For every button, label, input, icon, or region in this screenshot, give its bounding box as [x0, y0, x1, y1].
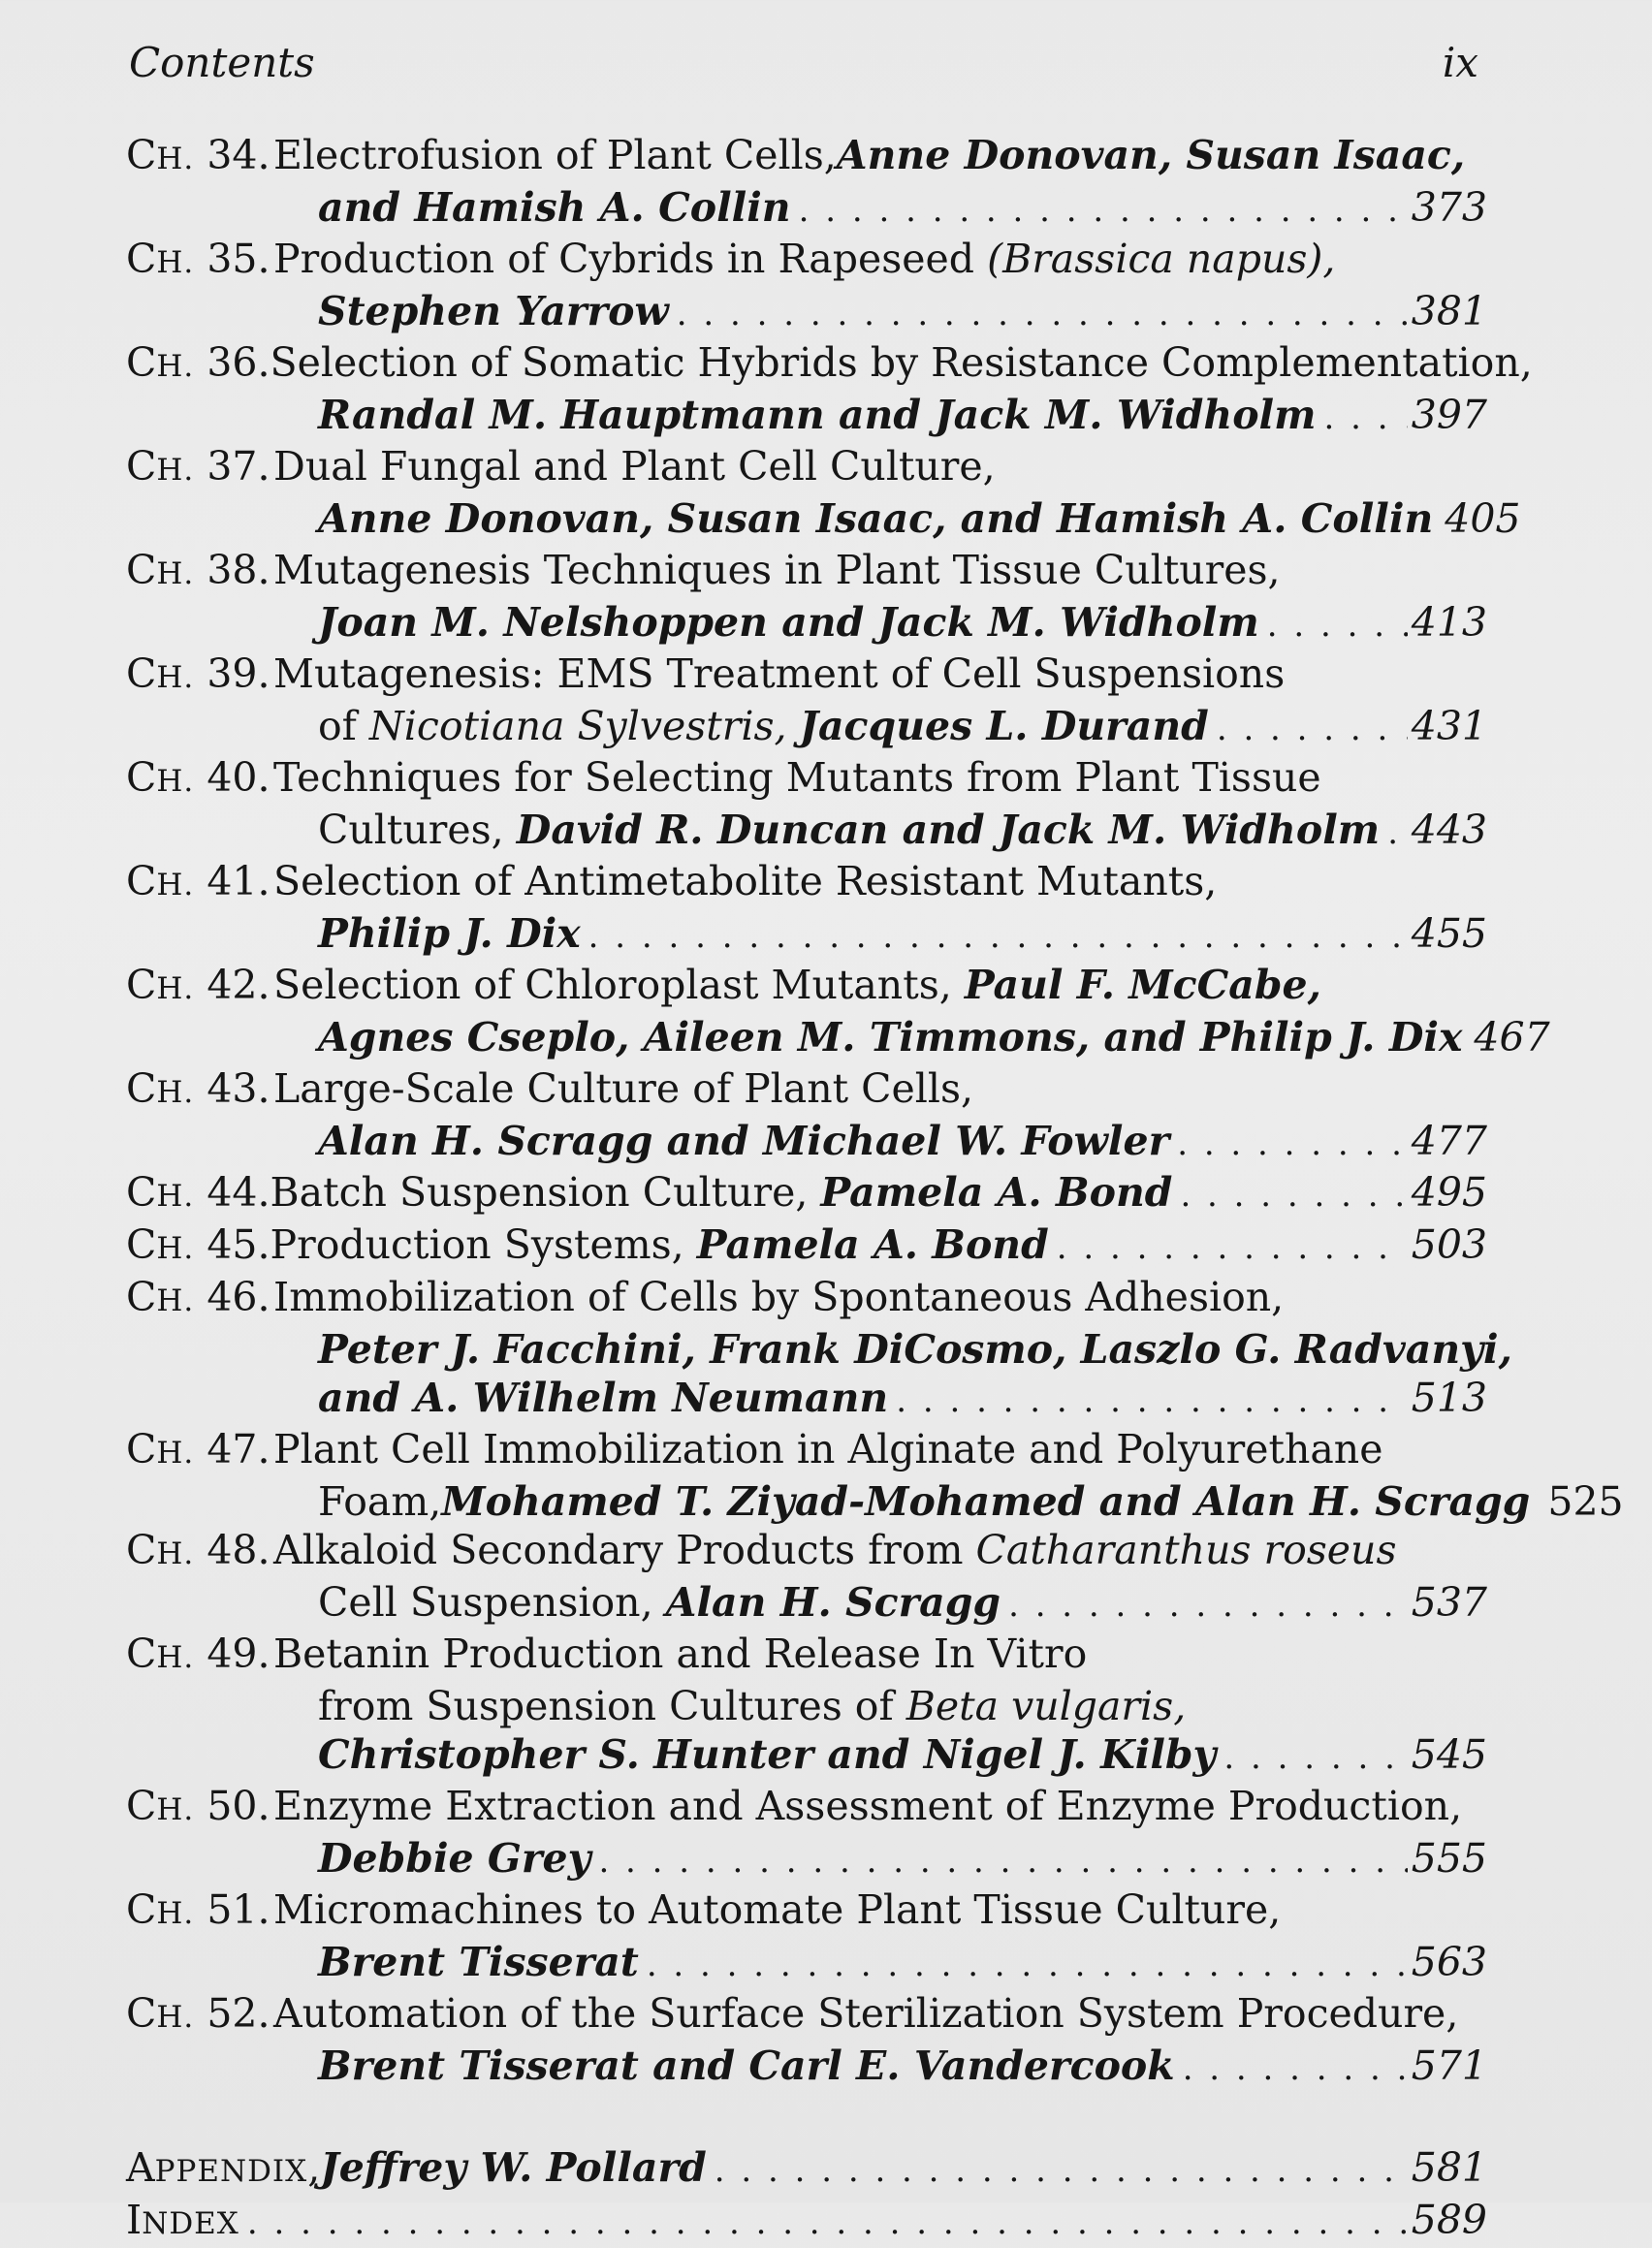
dot-leader [1267, 601, 1408, 649]
chapter-number: CH. 48. [126, 1527, 270, 1573]
chapter-page: 503 [1411, 1221, 1487, 1268]
chapter-number: CH. 43. [126, 1065, 270, 1112]
chapter-number: CH. 50. [126, 1783, 270, 1829]
chapter-page: 563 [1411, 1939, 1487, 1985]
chapter-title-italic: Beta vulgaris, [905, 1683, 1187, 1729]
dot-leader [799, 186, 1408, 235]
toc-entry [126, 1273, 1512, 1425]
chapter-title-cont: Cultures, [318, 807, 504, 853]
chapter-number: CH. 38. [126, 547, 270, 593]
dot-leader [896, 1377, 1408, 1425]
chapter-number: CH. 39. [126, 650, 270, 697]
toc-entry [126, 442, 1521, 546]
dot-leader [588, 912, 1408, 961]
dot-leader [1387, 808, 1408, 857]
chapter-authors: Alan H. Scragg [665, 1579, 1001, 1626]
chapter-page: 495 [1411, 1169, 1487, 1216]
header-title: Contents [129, 39, 315, 86]
chapter-title: Mutagenesis Techniques in Plant Tissue Cultures, [273, 547, 1281, 593]
chapter-title: Immobilization of Cells by Spontaneous Adhesion, [273, 1274, 1285, 1320]
chapter-title: Selection of Somatic Hybrids by Resistance Complementation, [270, 339, 1533, 386]
chapter-page: 397 [1411, 392, 1487, 438]
chapter-title: Enzyme Extraction and Assessment of Enzyme Production, [273, 1783, 1463, 1829]
chapter-title: Selection of Antimetabolite Resistant Mutants, [273, 858, 1218, 904]
toc-entry [126, 1782, 1487, 1885]
chapter-authors: Pamela A. Bond [820, 1169, 1173, 1216]
chapter-authors: Peter J. Facchini, Frank DiCosmo, Laszlo G. Radvanyi, [318, 1326, 1512, 1373]
index-page: 589 [1411, 2197, 1487, 2243]
chapter-number: CH. 42. [126, 962, 270, 1008]
appendix-authors: Jeffrey W. Pollard [320, 2144, 707, 2191]
appendix-label: APPENDIX, [126, 2144, 321, 2191]
toc-entry [126, 1425, 1624, 1526]
chapter-title-cont: Cell Suspension, [318, 1579, 653, 1626]
chapter-title: Automation of the Surface Sterilization System Procedure, [273, 1990, 1459, 2037]
chapter-number: CH. 36. [126, 339, 270, 386]
chapter-title: Batch Suspension Culture, [270, 1169, 809, 1216]
toc-entry [126, 235, 1487, 338]
toc-entry [126, 649, 1487, 753]
dot-leader [1223, 1733, 1407, 1782]
dot-leader [598, 1837, 1407, 1885]
chapter-title: Production Systems, [270, 1221, 684, 1268]
chapter-number: CH. 44. [126, 1169, 270, 1216]
chapter-page: 545 [1411, 1731, 1487, 1778]
chapter-number: CH. 47. [126, 1426, 270, 1472]
dot-leader [647, 1941, 1408, 1989]
chapter-page: 431 [1411, 703, 1487, 749]
running-header [129, 39, 1478, 97]
chapter-title: Techniques for Selecting Mutants from Plant Tissue [273, 754, 1321, 801]
chapter-authors: Randal M. Hauptmann and Jack M. Widholm [318, 392, 1317, 438]
toc-entry [126, 1989, 1487, 2093]
chapter-title: Micromachines to Automate Plant Tissue Culture, [273, 1886, 1282, 1933]
chapter-authors: Stephen Yarrow [318, 288, 669, 334]
chapter-title: Mutagenesis: EMS Treatment of Cell Suspensions [273, 650, 1286, 697]
toc-entry [126, 1885, 1487, 1989]
dot-leader [715, 2146, 1408, 2195]
chapter-number: CH. 35. [126, 236, 270, 282]
chapter-authors: Anne Donovan, Susan Isaac, [836, 132, 1466, 178]
toc-entry [126, 338, 1533, 442]
chapter-title-cont: from Suspension Cultures of [318, 1683, 894, 1729]
toc-entry [126, 753, 1487, 857]
chapter-authors: and A. Wilhelm Neumann [318, 1375, 889, 1421]
chapter-authors: Debbie Grey [318, 1835, 591, 1882]
dot-leader [1177, 1120, 1408, 1168]
chapter-number: CH. 51. [126, 1886, 270, 1933]
chapter-authors: Mohamed T. Ziyad-Mohamed and Alan H. Scragg [441, 1478, 1531, 1525]
chapter-authors: Agnes Cseplo, Aileen M. Timmons, and Philip J. Dix [318, 1014, 1463, 1061]
chapter-authors: Brent Tisserat [318, 1939, 639, 1985]
dot-leader [677, 290, 1408, 338]
chapter-title: Alkaloid Secondary Products from [273, 1527, 964, 1573]
chapter-authors: and Hamish A. Collin [318, 184, 791, 231]
chapter-page: 555 [1411, 1835, 1487, 1882]
chapter-title: Electrofusion of Plant Cells, [273, 132, 837, 178]
appendix-page: 581 [1411, 2144, 1487, 2191]
index-label: INDEX [126, 2197, 239, 2243]
chapter-page: 455 [1411, 910, 1487, 957]
chapter-authors: Pamela A. Bond [696, 1221, 1049, 1268]
chapter-authors: Anne Donovan, Susan Isaac, and Hamish A. Collin [318, 495, 1434, 542]
table-of-contents [126, 131, 1624, 2248]
dot-leader [1057, 1223, 1408, 1272]
chapter-page: 513 [1411, 1375, 1487, 1421]
chapter-title-italic: Nicotiana Sylvestris, [368, 703, 787, 749]
spacer [126, 2093, 1487, 2143]
toc-entry-appendix [126, 2143, 1487, 2196]
toc-entry-index [126, 2196, 1487, 2248]
chapter-page: 373 [1411, 184, 1487, 231]
chapter-number: CH. 46. [126, 1274, 270, 1320]
toc-entry [126, 857, 1487, 961]
toc-entry [126, 546, 1487, 649]
dot-leader [1217, 705, 1408, 753]
chapter-page: 571 [1411, 2042, 1487, 2089]
chapter-number: CH. 37. [126, 443, 270, 490]
chapter-title: Production of Cybrids in Rapeseed [273, 236, 975, 282]
chapter-page: 467 [1474, 1014, 1550, 1061]
chapter-page: 405 [1445, 495, 1521, 542]
chapter-number: CH. 52. [126, 1990, 270, 2037]
chapter-authors: Philip J. Dix [318, 910, 581, 957]
chapter-authors: David R. Duncan and Jack M. Widholm [516, 807, 1381, 853]
dot-leader [247, 2199, 1408, 2247]
dot-leader [1008, 1581, 1408, 1630]
chapter-page: 525 [1547, 1478, 1624, 1525]
chapter-authors: Paul F. McCabe, [964, 962, 1321, 1008]
chapter-title: Plant Cell Immobilization in Alginate and Polyurethane [273, 1426, 1383, 1472]
chapter-page: 413 [1411, 599, 1487, 646]
toc-entry [126, 1168, 1487, 1220]
chapter-number: CH. 49. [126, 1631, 270, 1677]
chapter-title: Betanin Production and Release In Vitro [273, 1631, 1088, 1677]
chapter-page: 443 [1411, 807, 1487, 853]
chapter-number: CH. 45. [126, 1221, 270, 1268]
toc-entry [126, 1220, 1487, 1273]
chapter-authors: Jacques L. Durand [799, 703, 1209, 749]
chapter-authors: Joan M. Nelshoppen and Jack M. Widholm [318, 599, 1259, 646]
chapter-title-cont: of [318, 703, 357, 749]
dot-leader [1324, 394, 1408, 442]
dot-leader [1180, 1171, 1407, 1219]
chapter-number: CH. 41. [126, 858, 270, 904]
toc-entry [126, 131, 1487, 235]
toc-entry [126, 1630, 1487, 1782]
chapter-authors: Alan H. Scragg and Michael W. Fowler [318, 1118, 1170, 1164]
chapter-title-italic: Catharanthus roseus [975, 1527, 1397, 1573]
chapter-page: 477 [1411, 1118, 1487, 1164]
toc-entry [126, 1526, 1487, 1630]
toc-entry [126, 1064, 1487, 1168]
dot-leader [1183, 2044, 1408, 2093]
chapter-page: 537 [1411, 1579, 1487, 1626]
chapter-title-cont: Foam, [318, 1478, 442, 1525]
chapter-title: Dual Fungal and Plant Cell Culture, [273, 443, 996, 490]
chapter-number: CH. 40. [126, 754, 270, 801]
chapter-title: Large-Scale Culture of Plant Cells, [273, 1065, 974, 1112]
chapter-page: 381 [1411, 288, 1487, 334]
chapter-authors: Brent Tisserat and Carl E. Vandercook [318, 2042, 1175, 2089]
chapter-title-italic: (Brassica napus), [987, 236, 1336, 282]
chapter-title: Selection of Chloroplast Mutants, [273, 962, 952, 1008]
chapter-number: CH. 34. [126, 132, 270, 178]
toc-entry [126, 961, 1550, 1064]
chapter-authors: Christopher S. Hunter and Nigel J. Kilby [318, 1731, 1217, 1778]
header-page-number: ix [1442, 39, 1478, 86]
